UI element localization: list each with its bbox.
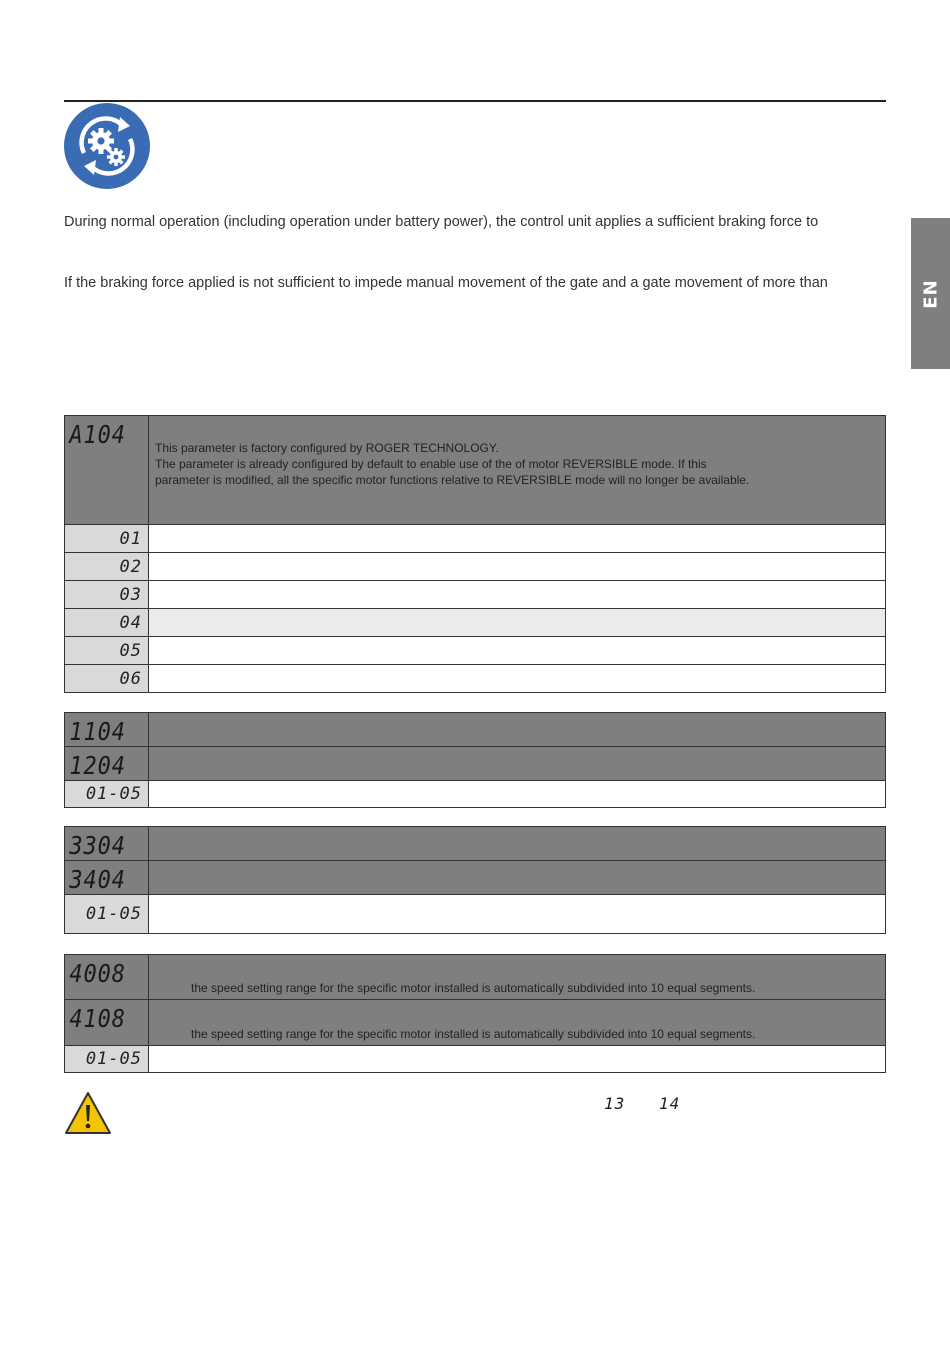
param-value-desc (149, 609, 886, 637)
param-note-cell (149, 416, 886, 525)
parameter-table-33-34 (64, 826, 886, 934)
param-value-desc (149, 895, 886, 934)
param-code: 4008 (69, 959, 126, 988)
param-value-desc (149, 553, 886, 581)
param-value: 04 (119, 612, 142, 633)
paragraph-braking-insufficient: If the braking force applied is not sufficient to impede manual movement of the gate and a gate movement of more than (64, 275, 828, 291)
param-value-desc (149, 525, 886, 553)
param-code: 1104 (69, 717, 126, 746)
param-code: 3404 (69, 865, 126, 894)
param-value-range: 01-05 (85, 1049, 142, 1069)
param-value-desc (149, 581, 886, 609)
paragraph-braking: During normal operation (including operation under battery power), the control unit applies a sufficient braking force to (64, 214, 819, 230)
language-tab (911, 218, 950, 369)
parameter-table-11-12 (64, 712, 886, 808)
param-note-line: The parameter is already configured by default to enable use of the of motor REVERSIBLE mode. If this (155, 457, 707, 471)
param-value: 05 (119, 640, 142, 661)
param-value: 01 (119, 528, 142, 549)
param-value-desc (149, 781, 886, 808)
param-note-line: the speed setting range for the specific motor installed is automatically subdivided into 10 equal segments. (191, 1027, 756, 1041)
param-code: A104 (69, 420, 126, 449)
param-note-line: the speed setting range for the specific motor installed is automatically subdivided into 10 equal segments. (191, 981, 756, 995)
param-value-desc (149, 665, 886, 693)
param-note-line: This parameter is factory configured by ROGER TECHNOLOGY. (155, 441, 499, 455)
param-desc (149, 861, 886, 895)
settings-gears-icon (64, 103, 150, 189)
param-value: 06 (119, 668, 142, 689)
language-tab-label: EN (920, 278, 941, 309)
param-note-line: parameter is modified, all the specific motor functions relative to REVERSIBLE mode will no longer be available. (155, 473, 750, 487)
param-code: 1204 (69, 751, 126, 780)
parameter-ref-14: 14 (659, 1094, 681, 1113)
param-desc (149, 713, 886, 747)
warning-icon (64, 1091, 112, 1135)
param-value: 03 (119, 584, 142, 605)
param-value: 02 (119, 556, 142, 577)
parameter-ref-13: 13 (604, 1094, 626, 1113)
parameter-table-a104 (64, 415, 886, 693)
param-desc (149, 747, 886, 781)
param-desc (149, 827, 886, 861)
parameter-table-40-41 (64, 954, 886, 1073)
param-value-desc (149, 637, 886, 665)
param-value-range: 01-05 (85, 904, 142, 924)
param-value-desc (149, 1046, 886, 1073)
param-value-range: 01-05 (85, 784, 142, 804)
param-code: 4108 (69, 1004, 126, 1033)
param-code-cell (65, 416, 149, 525)
param-code: 3304 (69, 831, 126, 860)
top-rule (64, 100, 886, 102)
